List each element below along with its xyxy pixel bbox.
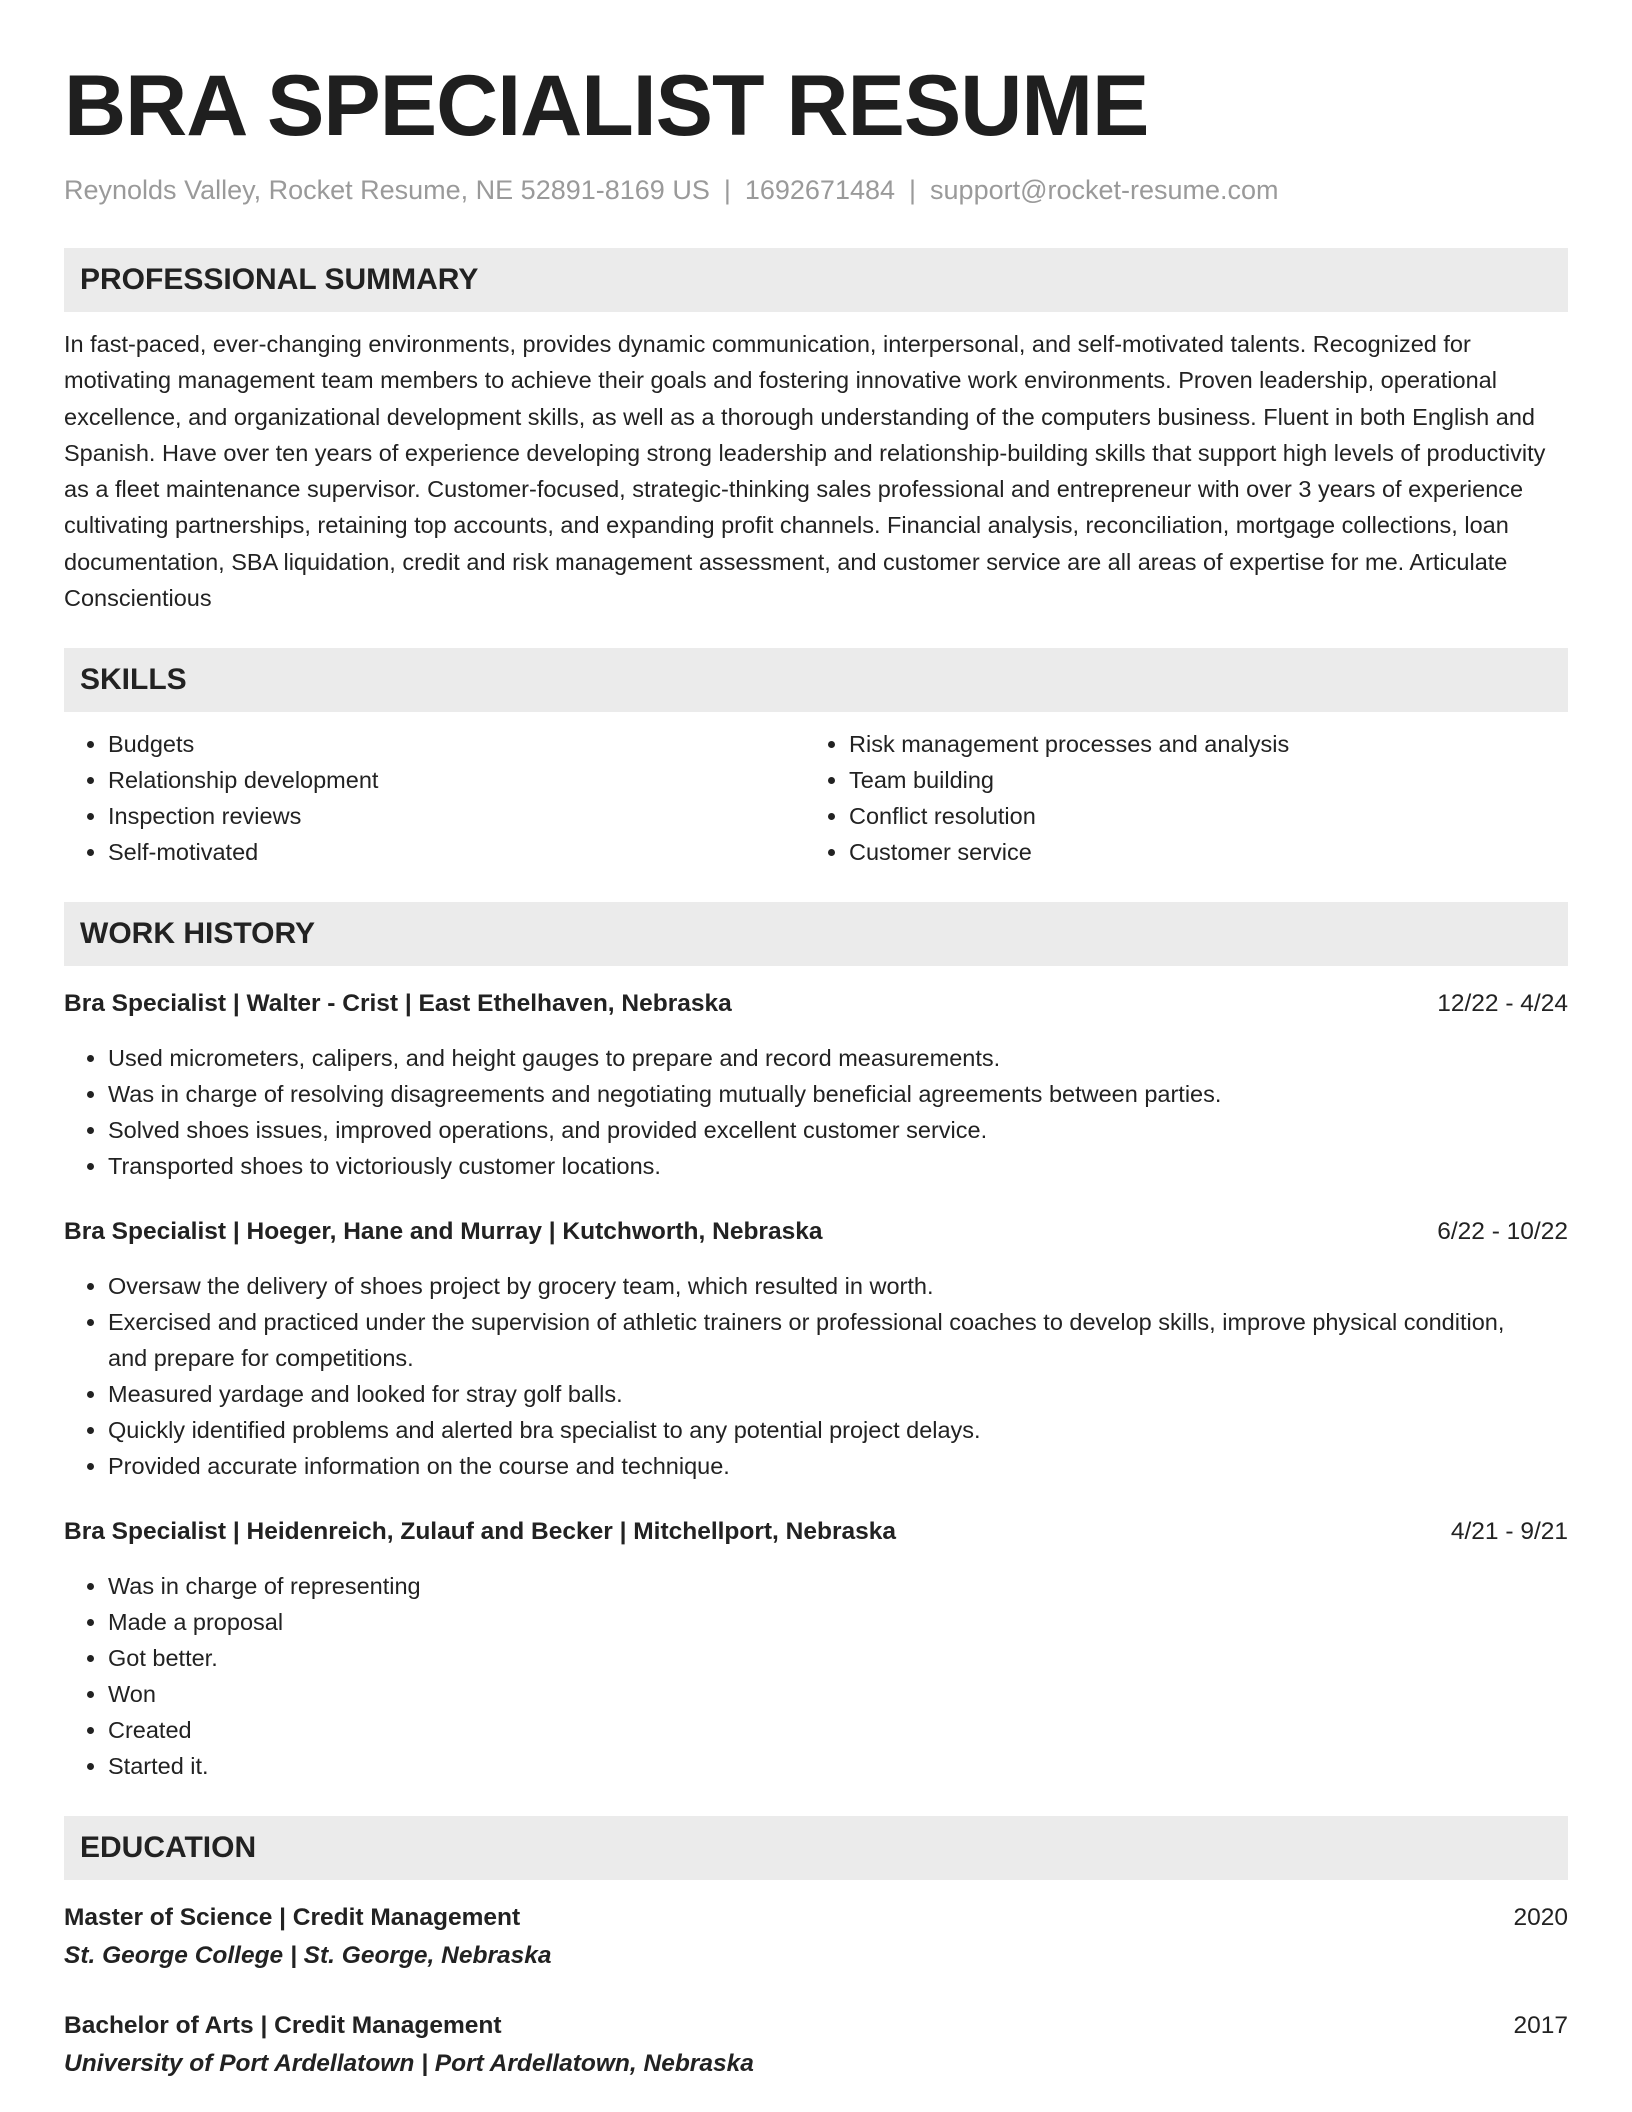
job-header: [64, 986, 1568, 1022]
contact-phone: 1692671484: [744, 175, 896, 205]
education-degree: Bachelor of Arts | Credit Management: [64, 2012, 502, 2040]
job-bullet: • Won: [108, 1676, 1568, 1712]
section-header-summary: PROFESSIONAL SUMMARY: [64, 248, 1568, 312]
education-school: St. George College | St. George, Nebraska: [64, 1942, 552, 1970]
education-entry: [64, 2008, 1568, 2082]
education-header: [64, 2008, 1568, 2044]
skill-item: • Inspection reviews: [108, 798, 805, 834]
job-bullet: • Transported shoes to victoriously customer locations.: [108, 1148, 1568, 1184]
job-dates: 6/22 - 10/22: [1437, 1218, 1568, 1246]
job-bullet: • Got better.: [108, 1640, 1568, 1676]
job-title: Bra Specialist | Hoeger, Hane and Murray | Kutchworth, Nebraska: [64, 1218, 823, 1246]
job-bullet: • Made a proposal: [108, 1604, 1568, 1640]
job-header: [64, 1214, 1568, 1250]
education-entry: [64, 1900, 1568, 1974]
education-year: 2020: [1513, 1904, 1568, 1932]
job-bullet: • Quickly identified problems and alerted bra specialist to any potential project delays.: [108, 1412, 1568, 1448]
education-school: University of Port Ardellatown | Port Ardellatown, Nebraska: [64, 2050, 754, 2078]
job-bullet: • Started it.: [108, 1748, 1568, 1784]
job-bullet: • Provided accurate information on the course and technique.: [108, 1448, 1568, 1484]
job-dates: 12/22 - 4/24: [1437, 990, 1568, 1018]
job-bullets: [64, 1268, 1568, 1484]
skill-item: • Customer service: [849, 834, 1568, 870]
job-title: Bra Specialist | Heidenreich, Zulauf and Becker | Mitchellport, Nebraska: [64, 1518, 896, 1546]
summary-text: In fast-paced, ever-changing environments, provides dynamic communication, interpersonal, and self-motivated talents. Recognized for motivating management team members to achieve their goals and fostering innovative work environments. Proven leadership, operational excellence, and organizational development skills, as well as a thorough understanding of the computers business. Fluent in both English and Spanish. Have over ten years of experience developing strong leadership and relationship-building skills that support high levels of productivity as a fleet maintenance supervisor. Customer-focused, strategic-thinking sales professional and entrepreneur with over 3 years of experience cultivating partnerships, retaining top accounts, and expanding profit channels. Financial analysis, reconciliation, mortgage collections, loan documentation, SBA liquidation, credit and risk management assessment, and customer service are all areas of expertise for me. Articulate Conscientious: [64, 331, 1546, 612]
section-header-work-history: WORK HISTORY: [64, 902, 1568, 966]
contact-separator: |: [909, 175, 917, 205]
job-bullet: • Exercised and practiced under the supervision of athletic trainers or professional coaches to develop skills, improve physical condition, and prepare for competitions.: [108, 1304, 1568, 1376]
education-year: 2017: [1513, 2012, 1568, 2040]
job-bullet: • Was in charge of representing: [108, 1568, 1568, 1604]
resume-title: BRA SPECIALIST RESUME: [64, 58, 1149, 154]
contact-separator: |: [723, 175, 731, 205]
job-dates: 4/21 - 9/21: [1450, 1518, 1568, 1546]
job-bullet: • Solved shoes issues, improved operations, and provided excellent customer service.: [108, 1112, 1568, 1148]
skills-column-left: [64, 726, 805, 870]
skills-list: [64, 726, 1568, 870]
job-bullet: • Measured yardage and looked for stray golf balls.: [108, 1376, 1568, 1412]
skills-column-right: [805, 726, 1568, 870]
skill-item: • Conflict resolution: [849, 798, 1568, 834]
job-header: [64, 1514, 1568, 1550]
job-title: Bra Specialist | Walter - Crist | East Ethelhaven, Nebraska: [64, 990, 732, 1018]
job-entry: [64, 1514, 1568, 1784]
job-bullet: • Used micrometers, calipers, and height gauges to prepare and record measurements.: [108, 1040, 1568, 1076]
skill-item: • Budgets: [108, 726, 805, 762]
job-bullet: • Oversaw the delivery of shoes project by grocery team, which resulted in worth.: [108, 1268, 1568, 1304]
contact-email: support@rocket-resume.com: [930, 175, 1279, 205]
section-header-skills: SKILLS: [64, 648, 1568, 712]
job-bullet: • Was in charge of resolving disagreements and negotiating mutually beneficial agreements between parties.: [108, 1076, 1568, 1112]
contact-line: [64, 172, 1568, 208]
education-header: [64, 1900, 1568, 1936]
education-degree: Master of Science | Credit Management: [64, 1904, 521, 1932]
section-header-education: EDUCATION: [64, 1816, 1568, 1880]
contact-address: Reynolds Valley, Rocket Resume, NE 52891-8169 US: [64, 175, 710, 205]
skill-item: • Relationship development: [108, 762, 805, 798]
job-bullets: [64, 1040, 1568, 1184]
job-entry: [64, 986, 1568, 1184]
skill-item: • Team building: [849, 762, 1568, 798]
job-bullets: [64, 1568, 1568, 1784]
job-entry: [64, 1214, 1568, 1484]
skill-item: • Self-motivated: [108, 834, 805, 870]
skill-item: • Risk management processes and analysis: [849, 726, 1568, 762]
job-bullet: • Created: [108, 1712, 1568, 1748]
